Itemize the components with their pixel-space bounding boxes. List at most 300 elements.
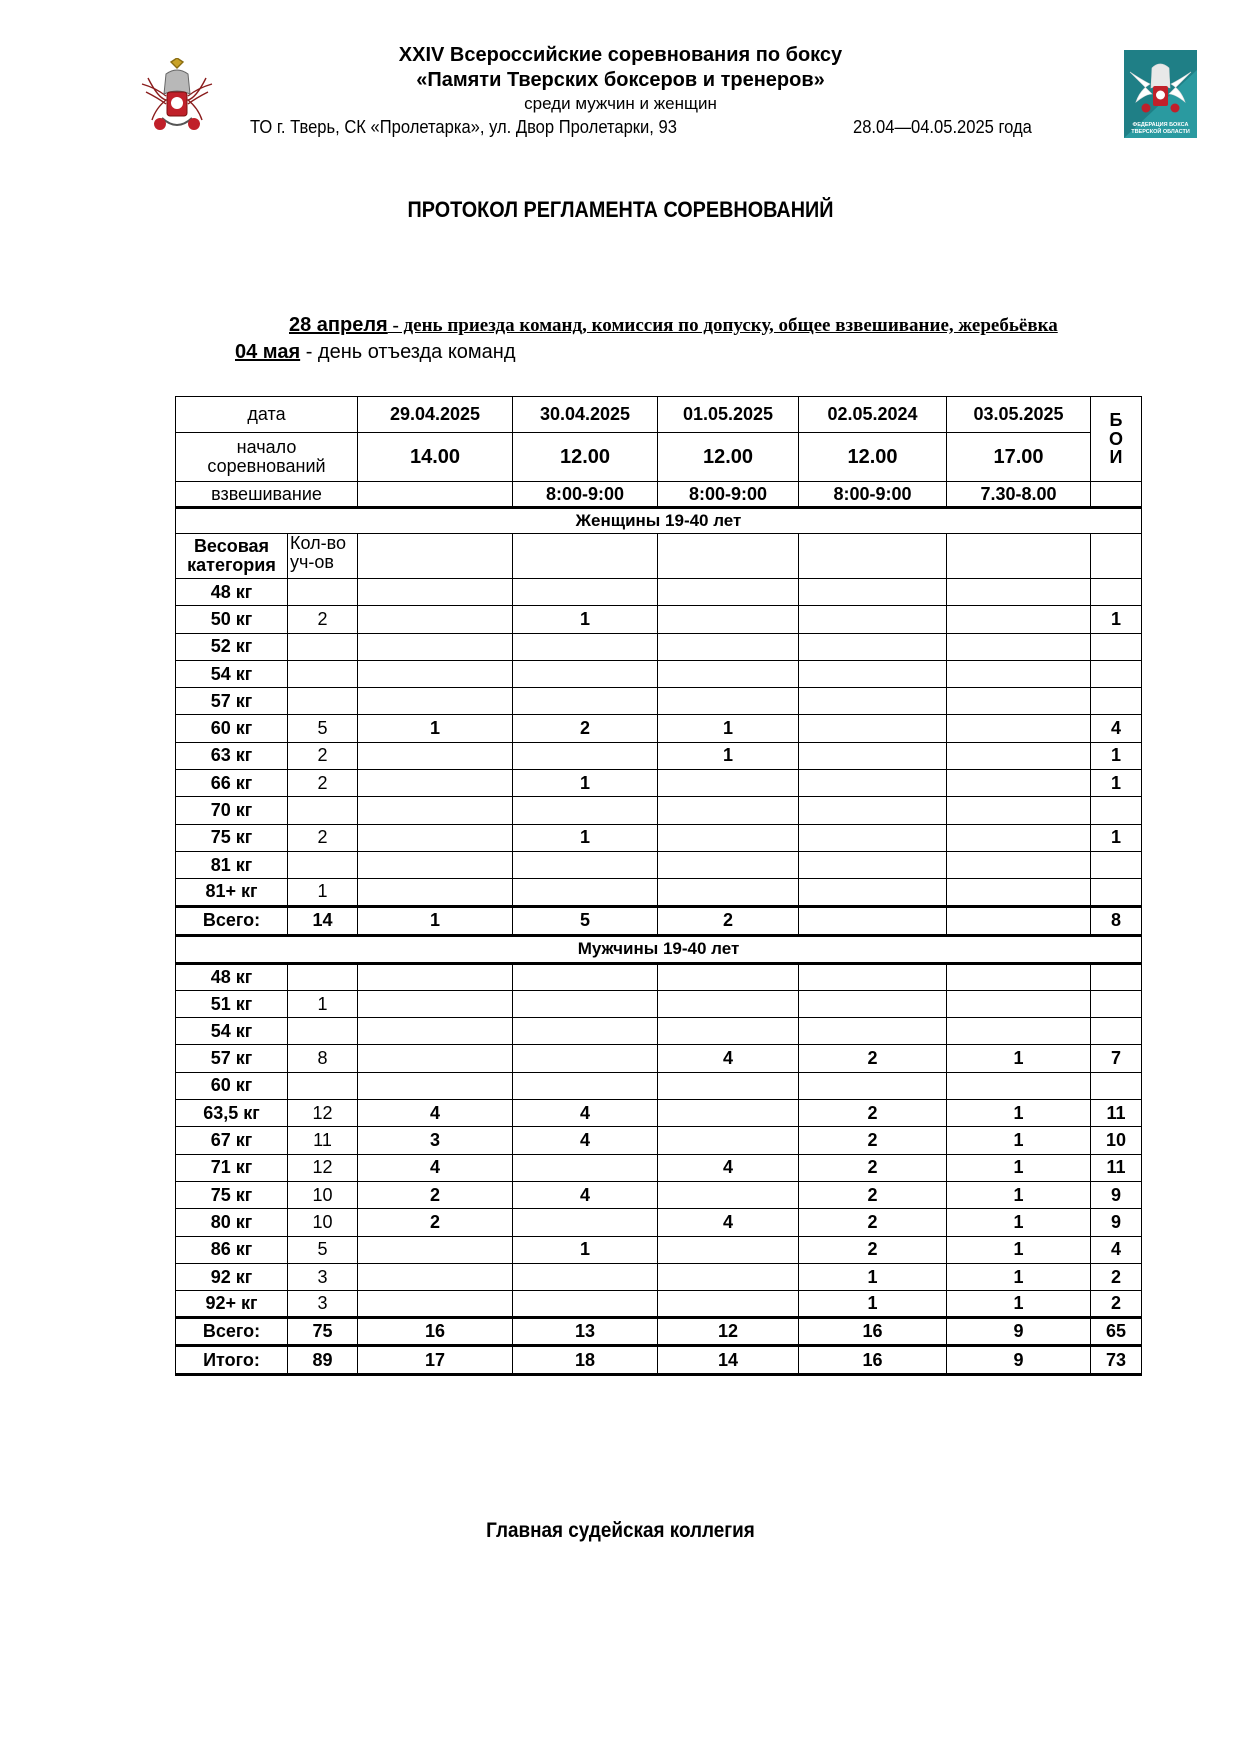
bouts-day-5-cell (947, 824, 1091, 851)
weight-cell: 92 кг (176, 1263, 288, 1290)
bouts-day-5-cell: 1 (947, 1209, 1091, 1236)
start-day-3: 12.00 (658, 433, 799, 482)
bouts-day-5-cell: 9 (947, 1318, 1091, 1346)
bouts-day-1-cell (358, 1263, 513, 1290)
bouts-day-4-cell: 2 (799, 1127, 947, 1154)
bouts-day-1-cell (358, 770, 513, 797)
men-section-row (176, 935, 1142, 963)
bouts-day-2-cell: 4 (513, 1100, 658, 1127)
bouts-day-2-cell: 2 (513, 715, 658, 742)
bouts-day-5-cell (947, 851, 1091, 878)
bouts-day-4-cell (799, 688, 947, 715)
women-table-row (176, 606, 1142, 633)
bouts-day-5-cell: 1 (947, 1181, 1091, 1208)
women-table-row (176, 824, 1142, 851)
bouts-day-2-cell (513, 1154, 658, 1181)
boi-letter-2: О (1109, 428, 1124, 449)
weight-cell: 60 кг (176, 1072, 288, 1099)
bouts-day-1-cell (358, 660, 513, 687)
bouts-day-3-cell (658, 1291, 799, 1318)
bouts-day-3-cell (658, 579, 799, 606)
bouts-total-cell: 4 (1091, 1236, 1142, 1263)
arrival-line (289, 314, 1058, 337)
count-cell: 1 (288, 990, 358, 1017)
men-table-row (176, 1263, 1142, 1290)
bouts-day-4-cell (799, 770, 947, 797)
start-day-5: 17.00 (947, 433, 1091, 482)
bouts-day-5-cell (947, 633, 1091, 660)
bouts-day-5-cell: 1 (947, 1045, 1091, 1072)
federation-logo-text-2: ТВЕРСКОЙ ОБЛАСТИ (1131, 129, 1190, 135)
bouts-day-5-cell (947, 797, 1091, 824)
weight-cell: 60 кг (176, 715, 288, 742)
count-cell: 11 (288, 1127, 358, 1154)
weight-cell: 48 кг (176, 579, 288, 606)
weight-cell: 75 кг (176, 824, 288, 851)
bouts-day-3-cell (658, 1263, 799, 1290)
count-cell (288, 660, 358, 687)
bouts-day-4-cell (799, 579, 947, 606)
count-cell (288, 633, 358, 660)
bouts-day-3-cell (658, 797, 799, 824)
empty-cell (1091, 534, 1142, 579)
bouts-day-1-cell (358, 1045, 513, 1072)
count-cell (288, 688, 358, 715)
bouts-day-3-cell (658, 824, 799, 851)
bouts-day-2-cell (513, 660, 658, 687)
federation-logo-text: ФЕДЕРАЦИЯ БОКСА (1132, 122, 1189, 128)
bouts-total-cell: 73 (1091, 1346, 1142, 1375)
weight-cell: 54 кг (176, 1018, 288, 1045)
bouts-day-1-cell (358, 633, 513, 660)
bouts-day-4-cell: 2 (799, 1045, 947, 1072)
bouts-total-cell: 1 (1091, 824, 1142, 851)
bouts-total-cell: 65 (1091, 1318, 1142, 1346)
bouts-day-1-cell: 1 (358, 715, 513, 742)
weighin-day-3: 8:00-9:00 (658, 482, 799, 508)
bouts-day-4-cell (799, 824, 947, 851)
weight-cell: Всего: (176, 1318, 288, 1346)
bouts-day-2-cell (513, 1045, 658, 1072)
weight-cell: 57 кг (176, 688, 288, 715)
bouts-total-cell (1091, 688, 1142, 715)
bouts-day-1-cell (358, 1236, 513, 1263)
date-row (176, 397, 1142, 433)
bouts-total-cell: 10 (1091, 1127, 1142, 1154)
weight-cell: 66 кг (176, 770, 288, 797)
empty-cell (513, 534, 658, 579)
weighin-day-2: 8:00-9:00 (513, 482, 658, 508)
bouts-day-4-cell (799, 879, 947, 906)
bouts-total-cell: 11 (1091, 1154, 1142, 1181)
bouts-day-1-cell (358, 579, 513, 606)
count-cell: 10 (288, 1209, 358, 1236)
bouts-day-5-cell (947, 1072, 1091, 1099)
bouts-day-2-cell (513, 742, 658, 769)
bouts-day-4-cell (799, 633, 947, 660)
date-day-2: 30.04.2025 (513, 397, 658, 433)
bouts-day-2-cell (513, 1072, 658, 1099)
weight-category-header: Весовая категория (176, 534, 288, 579)
bouts-day-3-cell (658, 660, 799, 687)
bouts-total-cell: 8 (1091, 906, 1142, 935)
date-label: дата (176, 397, 358, 433)
count-cell: 12 (288, 1154, 358, 1181)
bouts-total-cell: 1 (1091, 742, 1142, 769)
weight-cell: 63,5 кг (176, 1100, 288, 1127)
bouts-day-5-cell (947, 688, 1091, 715)
bouts-day-1-cell: 1 (358, 906, 513, 935)
departure-text: - день отъезда команд (300, 341, 516, 363)
weight-cell: 52 кг (176, 633, 288, 660)
weight-cell: 57 кг (176, 1045, 288, 1072)
weight-cell: 67 кг (176, 1127, 288, 1154)
count-cell (288, 1072, 358, 1099)
count-cell: 2 (288, 606, 358, 633)
bouts-day-3-cell: 14 (658, 1346, 799, 1375)
bouts-day-5-cell (947, 879, 1091, 906)
bouts-total-cell (1091, 963, 1142, 990)
bouts-day-3-cell (658, 990, 799, 1017)
bouts-day-2-cell (513, 1018, 658, 1045)
bouts-day-2-cell: 1 (513, 606, 658, 633)
bouts-day-2-cell: 1 (513, 1236, 658, 1263)
bouts-day-5-cell: 1 (947, 1100, 1091, 1127)
bouts-day-5-cell (947, 990, 1091, 1017)
bouts-day-4-cell: 2 (799, 1236, 947, 1263)
bouts-day-1-cell (358, 851, 513, 878)
departure-line (235, 341, 516, 364)
weight-cell: Всего: (176, 906, 288, 935)
empty-cell (947, 534, 1091, 579)
competition-dates: 28.04—04.05.2025 года (853, 117, 1032, 137)
men-table-row (176, 1181, 1142, 1208)
bouts-day-3-cell (658, 1018, 799, 1045)
bouts-day-1-cell (358, 879, 513, 906)
men-table-row (176, 1127, 1142, 1154)
bouts-total-cell (1091, 797, 1142, 824)
count-cell: 10 (288, 1181, 358, 1208)
count-cell: 2 (288, 770, 358, 797)
bouts-day-1-cell (358, 606, 513, 633)
schedule-table (175, 396, 1142, 1376)
count-cell: 5 (288, 715, 358, 742)
count-cell: 8 (288, 1045, 358, 1072)
date-day-1: 29.04.2025 (358, 397, 513, 433)
bouts-day-3-cell (658, 633, 799, 660)
bouts-day-4-cell (799, 906, 947, 935)
bouts-day-4-cell: 16 (799, 1346, 947, 1375)
bouts-day-3-cell: 1 (658, 742, 799, 769)
weight-cell: 71 кг (176, 1154, 288, 1181)
bouts-day-4-cell (799, 715, 947, 742)
boi-letter-3: И (1109, 447, 1123, 468)
bouts-day-4-cell (799, 990, 947, 1017)
bouts-day-1-cell (358, 742, 513, 769)
bouts-day-2-cell: 5 (513, 906, 658, 935)
empty-cell (658, 534, 799, 579)
bouts-day-4-cell: 2 (799, 1100, 947, 1127)
count-cell: 12 (288, 1100, 358, 1127)
federation-logo-icon (1124, 50, 1197, 138)
bouts-day-4-cell (799, 742, 947, 769)
bouts-day-4-cell (799, 1072, 947, 1099)
bouts-day-2-cell (513, 851, 658, 878)
grand-total-row (176, 1346, 1142, 1375)
count-cell: 14 (288, 906, 358, 935)
bouts-day-2-cell (513, 579, 658, 606)
weighin-day-5: 7.30-8.00 (947, 482, 1091, 508)
bouts-day-3-cell (658, 1236, 799, 1263)
bouts-day-3-cell (658, 770, 799, 797)
bouts-day-2-cell (513, 1291, 658, 1318)
weighin-boi (1091, 482, 1142, 508)
start-day-4: 12.00 (799, 433, 947, 482)
men-total-row (176, 1318, 1142, 1346)
competition-title: XXIV Всероссийские соревнования по боксу (398, 44, 843, 66)
weight-cell: 92+ кг (176, 1291, 288, 1318)
women-table-row (176, 797, 1142, 824)
empty-cell (358, 534, 513, 579)
bouts-day-2-cell (513, 879, 658, 906)
bouts-total-cell: 1 (1091, 770, 1142, 797)
count-cell: 2 (288, 824, 358, 851)
women-table-row (176, 715, 1142, 742)
bouts-day-2-cell (513, 633, 658, 660)
bouts-day-5-cell (947, 742, 1091, 769)
competition-subtitle: «Памяти Тверских боксеров и тренеров» (416, 69, 825, 91)
bouts-day-1-cell: 4 (358, 1100, 513, 1127)
weight-cell: 86 кг (176, 1236, 288, 1263)
bouts-day-4-cell (799, 963, 947, 990)
bouts-day-2-cell: 4 (513, 1181, 658, 1208)
bouts-day-5-cell: 1 (947, 1154, 1091, 1181)
bouts-day-5-cell: 1 (947, 1127, 1091, 1154)
weight-cell: 51 кг (176, 990, 288, 1017)
date-day-4: 02.05.2024 (799, 397, 947, 433)
arrival-text: - день приезда команд, комиссия по допуску, общее взвешивание, жеребьёвка (387, 315, 1058, 336)
bouts-day-4-cell (799, 1018, 947, 1045)
bouts-day-4-cell: 16 (799, 1318, 947, 1346)
women-table-row (176, 851, 1142, 878)
women-table-row (176, 579, 1142, 606)
bouts-total-cell: 7 (1091, 1045, 1142, 1072)
men-table-row (176, 1045, 1142, 1072)
bouts-total-cell (1091, 879, 1142, 906)
bouts-day-2-cell (513, 688, 658, 715)
bouts-total-cell: 2 (1091, 1291, 1142, 1318)
bouts-day-3-cell: 2 (658, 906, 799, 935)
men-table-row (176, 1236, 1142, 1263)
weight-cell: Итого: (176, 1346, 288, 1375)
bouts-day-2-cell: 4 (513, 1127, 658, 1154)
boi-header (1091, 397, 1142, 482)
bouts-day-4-cell: 1 (799, 1263, 947, 1290)
bouts-total-cell: 9 (1091, 1209, 1142, 1236)
bouts-total-cell (1091, 633, 1142, 660)
bouts-total-cell (1091, 851, 1142, 878)
document-title: ПРОТОКОЛ РЕГЛАМЕНТА СОРЕВНОВАНИЙ (407, 197, 834, 222)
count-cell (288, 579, 358, 606)
bouts-day-5-cell (947, 660, 1091, 687)
bouts-day-4-cell (799, 660, 947, 687)
count-cell (288, 963, 358, 990)
women-table-row (176, 660, 1142, 687)
men-table-row (176, 1100, 1142, 1127)
bouts-day-1-cell (358, 797, 513, 824)
bouts-day-3-cell (658, 1072, 799, 1099)
women-table-row (176, 742, 1142, 769)
bouts-day-4-cell: 2 (799, 1154, 947, 1181)
bouts-day-4-cell: 1 (799, 1291, 947, 1318)
weighin-day-4: 8:00-9:00 (799, 482, 947, 508)
bouts-day-1-cell (358, 1072, 513, 1099)
count-cell: 89 (288, 1346, 358, 1375)
bouts-day-3-cell: 12 (658, 1318, 799, 1346)
bouts-day-2-cell: 1 (513, 770, 658, 797)
count-cell: 3 (288, 1291, 358, 1318)
venue: ТО г. Тверь, СК «Пролетарка», ул. Двор Пролетарки, 93 (250, 117, 677, 137)
bouts-total-cell (1091, 1018, 1142, 1045)
count-cell: 1 (288, 879, 358, 906)
count-cell: 75 (288, 1318, 358, 1346)
bouts-total-cell (1091, 990, 1142, 1017)
count-cell: 3 (288, 1263, 358, 1290)
bouts-day-3-cell (658, 688, 799, 715)
bouts-total-cell: 2 (1091, 1263, 1142, 1290)
bouts-total-cell (1091, 579, 1142, 606)
bouts-day-5-cell (947, 715, 1091, 742)
men-table-row (176, 1209, 1142, 1236)
bouts-day-2-cell (513, 990, 658, 1017)
women-total-row (176, 906, 1142, 935)
count-cell: 5 (288, 1236, 358, 1263)
weight-cell: 54 кг (176, 660, 288, 687)
bouts-day-1-cell (358, 1291, 513, 1318)
bouts-day-3-cell (658, 879, 799, 906)
count-cell (288, 1018, 358, 1045)
bouts-total-cell (1091, 660, 1142, 687)
bouts-day-5-cell: 1 (947, 1263, 1091, 1290)
bouts-day-3-cell: 4 (658, 1209, 799, 1236)
start-row (176, 433, 1142, 482)
weighin-label: взвешивание (176, 482, 358, 508)
bouts-day-5-cell (947, 1018, 1091, 1045)
bouts-day-1-cell (358, 688, 513, 715)
bouts-day-1-cell (358, 963, 513, 990)
men-table-row (176, 1072, 1142, 1099)
participant-count-header: Кол-во уч-ов (288, 534, 358, 579)
start-label: начало соревнований (176, 433, 358, 482)
bouts-day-2-cell (513, 963, 658, 990)
bouts-day-4-cell (799, 851, 947, 878)
weight-cell: 70 кг (176, 797, 288, 824)
men-table-row (176, 1291, 1142, 1318)
women-table-row (176, 879, 1142, 906)
weight-cell: 63 кг (176, 742, 288, 769)
bouts-day-4-cell (799, 797, 947, 824)
bouts-day-5-cell: 9 (947, 1346, 1091, 1375)
bouts-day-4-cell: 2 (799, 1209, 947, 1236)
bouts-day-3-cell (658, 606, 799, 633)
women-table-row (176, 770, 1142, 797)
bouts-day-2-cell: 18 (513, 1346, 658, 1375)
men-table-row (176, 1018, 1142, 1045)
bouts-total-cell: 4 (1091, 715, 1142, 742)
bouts-total-cell (1091, 1072, 1142, 1099)
bouts-day-2-cell (513, 797, 658, 824)
bouts-day-1-cell: 2 (358, 1209, 513, 1236)
arrival-date: 28 апреля (289, 314, 388, 336)
weight-cell: 81+ кг (176, 879, 288, 906)
column-header-row (176, 534, 1142, 579)
date-day-3: 01.05.2025 (658, 397, 799, 433)
bouts-day-3-cell (658, 1181, 799, 1208)
bouts-day-5-cell: 1 (947, 1291, 1091, 1318)
bouts-day-5-cell: 1 (947, 1236, 1091, 1263)
women-section-row (176, 508, 1142, 534)
bouts-day-3-cell (658, 1127, 799, 1154)
bouts-day-2-cell: 1 (513, 824, 658, 851)
bouts-day-3-cell: 1 (658, 715, 799, 742)
start-day-1: 14.00 (358, 433, 513, 482)
bouts-day-2-cell (513, 1209, 658, 1236)
women-table-row (176, 688, 1142, 715)
competition-participants: среди мужчин и женщин (524, 94, 717, 113)
bouts-day-3-cell: 4 (658, 1154, 799, 1181)
count-cell (288, 851, 358, 878)
bouts-day-5-cell (947, 906, 1091, 935)
weight-cell: 48 кг (176, 963, 288, 990)
bouts-day-3-cell: 4 (658, 1045, 799, 1072)
bouts-day-1-cell: 4 (358, 1154, 513, 1181)
weight-cell: 80 кг (176, 1209, 288, 1236)
weight-cell: 75 кг (176, 1181, 288, 1208)
bouts-day-4-cell (799, 606, 947, 633)
bouts-day-3-cell (658, 963, 799, 990)
bouts-day-4-cell: 2 (799, 1181, 947, 1208)
date-day-5: 03.05.2025 (947, 397, 1091, 433)
bouts-day-1-cell (358, 990, 513, 1017)
boi-letter-1: Б (1109, 409, 1123, 430)
count-cell: 2 (288, 742, 358, 769)
women-section-title: Женщины 19-40 лет (176, 508, 1142, 534)
chief-judges-panel: Главная судейская коллегия (486, 1519, 755, 1542)
men-table-row (176, 990, 1142, 1017)
weight-cell: 50 кг (176, 606, 288, 633)
weighin-day-1 (358, 482, 513, 508)
men-table-row (176, 1154, 1142, 1181)
bouts-day-1-cell: 2 (358, 1181, 513, 1208)
start-day-2: 12.00 (513, 433, 658, 482)
men-table-row (176, 963, 1142, 990)
count-cell (288, 797, 358, 824)
bouts-total-cell: 11 (1091, 1100, 1142, 1127)
bouts-day-5-cell (947, 579, 1091, 606)
women-table-row (176, 633, 1142, 660)
bouts-total-cell: 1 (1091, 606, 1142, 633)
weighin-row (176, 482, 1142, 508)
bouts-day-3-cell (658, 851, 799, 878)
bouts-day-5-cell (947, 770, 1091, 797)
bouts-day-2-cell: 13 (513, 1318, 658, 1346)
bouts-day-5-cell (947, 606, 1091, 633)
bouts-day-2-cell (513, 1263, 658, 1290)
bouts-total-cell: 9 (1091, 1181, 1142, 1208)
weight-cell: 81 кг (176, 851, 288, 878)
bouts-day-3-cell (658, 1100, 799, 1127)
bouts-day-1-cell (358, 824, 513, 851)
